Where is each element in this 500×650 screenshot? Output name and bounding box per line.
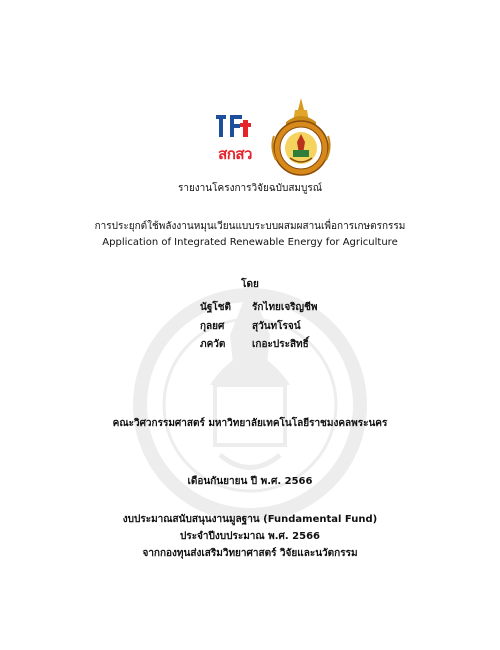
funding-line-1: งบประมาณสนับสนุนงานมูลฐาน (Fundamental Fund) [122, 514, 378, 525]
author-2-first-name: กุลยศ [200, 321, 225, 332]
author-2-last-name: สุวันทโรจน์ [252, 321, 301, 332]
title-thai: การประยุกต์ใช้พลังงานหมุนเวียนแบบระบบผสมผสานเพื่อการเกษตรกรรม [94, 221, 406, 232]
tsri-mark-icon [212, 112, 258, 142]
by-label: โดย [241, 279, 259, 290]
author-1-last-name: รักไทยเจริญชีพ [252, 302, 318, 313]
funding-line-3: จากกองทุนส่งเสริมวิทยาศาสตร์ วิจัยและนวัตกรรม [142, 548, 358, 559]
rmutp-seal-logo [268, 96, 334, 178]
title-english: Application of Integrated Renewable Energy for Agriculture [102, 237, 398, 248]
funding-line-2: ประจำปีงบประมาณ พ.ศ. 2566 [179, 531, 321, 542]
tsri-logo-text: สกสว [218, 145, 252, 163]
tsri-logo [212, 112, 258, 170]
author-1-first-name: นัฐโชติ [200, 302, 232, 313]
report-type: รายงานโครงการวิจัยฉบับสมบูรณ์ [177, 183, 323, 194]
author-3-last-name: เกอะประสิทธิ์ [252, 339, 309, 350]
faculty-name: คณะวิศวกรรมศาสตร์ มหาวิทยาลัยเทคโนโลยีราชมงคลพระนคร [112, 418, 388, 429]
report-date: เดือนกันยายน ปี พ.ศ. 2566 [187, 476, 313, 487]
author-3-first-name: ภควัต [200, 339, 226, 350]
